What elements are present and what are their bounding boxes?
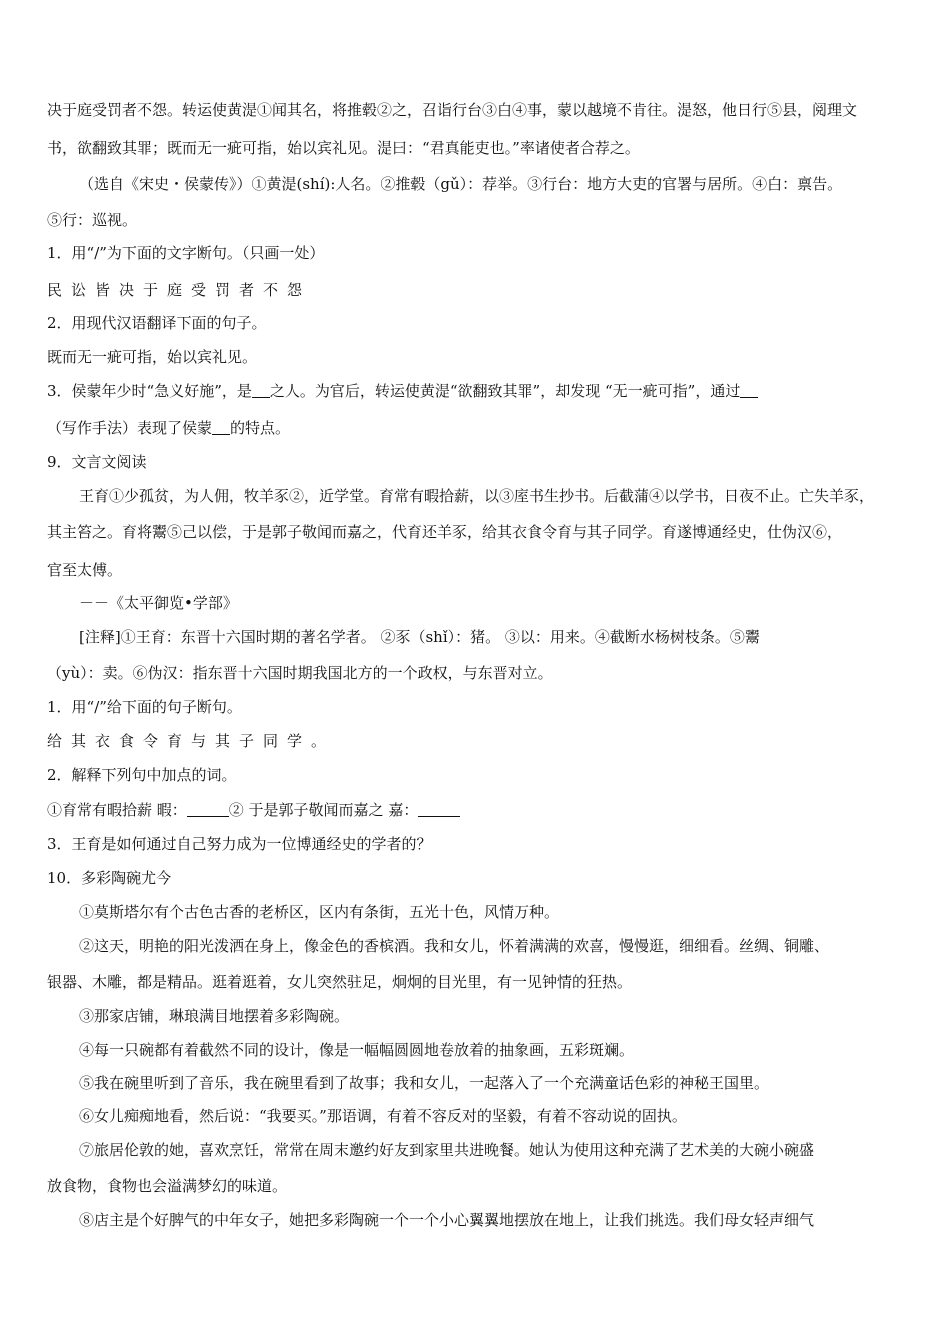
paragraph: ⑦旅居伦敦的她，喜欢烹饪，常常在周末邀约好友到家里共进晚餐。她认为使用这种充满了艺术美的大碗小碗盛	[79, 1141, 815, 1159]
paragraph: ①莫斯塔尔有个古色古香的老桥区，区内有条街，五光十色，风情万种。	[79, 903, 560, 921]
q2-item1: ①育常有暇拾薪 暇：	[47, 801, 187, 819]
q3-part4: 的特点。	[230, 419, 291, 437]
paragraph: 银器、木雕，都是精品。逛着逛着，女儿突然驻足，炯炯的目光里，有一见钟情的狂热。	[47, 973, 633, 991]
question-prompt: 2．用现代汉语翻译下面的句子。	[47, 314, 267, 332]
question-3-line1	[47, 381, 907, 401]
paragraph: ②这天，明艳的阳光泼洒在身上，像金色的香槟酒。我和女儿，怀着满满的欢喜，慢慢逛，细细看。丝绸、铜雕、	[79, 937, 830, 955]
answer-blank[interactable]	[740, 383, 758, 398]
question-prompt: 3．王育是如何通过自己努力成为一位博通经史的学者的？	[47, 835, 432, 853]
question-text: 民讼皆决于庭受罚者不怨	[47, 281, 312, 299]
passage-line: 其主笞之。育将鬻⑤己以偿，于是郭子敬闻而嘉之，代育还羊豕，给其衣食令育与其子同学。育遂博通经史，仕伪汉⑥，	[47, 523, 843, 541]
paragraph: ⑧店主是个好脾气的中年女子，她把多彩陶碗一个一个小心翼翼地摆放在地上，让我们挑选。我们母女轻声细气	[79, 1211, 815, 1229]
paragraph: ④每一只碗都有着截然不同的设计，像是一幅幅圆圆地卷放着的抽象画，五彩斑斓。	[79, 1041, 635, 1059]
passage-note: ⑤行：巡视。	[47, 211, 138, 229]
passage-line: 官至太傅。	[47, 561, 123, 579]
question-prompt: 1．用“/”给下面的句子断句。	[47, 698, 242, 716]
paragraph: ③那家店铺，琳琅满目地摆着多彩陶碗。	[79, 1007, 350, 1025]
answer-blank[interactable]	[252, 383, 270, 398]
passage-notes: （yù）：卖。⑥伪汉：指东晋十六国时期我国北方的一个政权，与东晋对立。	[47, 664, 553, 682]
paragraph: 放食物，食物也会溢满梦幻的味道。	[47, 1177, 288, 1195]
question-prompt: 1．用“/”为下面的文字断句。（只画一处）	[47, 244, 325, 262]
answer-blank[interactable]	[418, 802, 460, 817]
answer-blank[interactable]	[212, 420, 230, 435]
passage-line: 王育①少孤贫，为人佣，牧羊豕②，近学堂。育常有暇拾薪，以③庢书生抄书。后截蒲④以学书，日夜不止。亡失羊豕，	[79, 487, 875, 505]
question-3-line2	[47, 418, 907, 438]
passage-notes: [注释]①王育：东晋十六国时期的著名学者。 ②豕（shǐ）：猪。 ③以：用来。④截断水杨树枝条。⑤鬻	[79, 628, 760, 646]
question-text: 既而无一疵可指，始以宾礼见。	[47, 348, 258, 366]
paragraph: ⑥女儿痴痴地看，然后说：“我要买。”那语调，有着不容反对的坚毅，有着不容动说的固执。	[79, 1107, 687, 1125]
question-2-items	[47, 800, 907, 820]
q3-part1: 3．侯蒙年少时“急义好施”，是	[47, 382, 252, 400]
q3-part2: 之人。为官后，转运使黄湜“欲翻致其罪”，却发现 “无一疵可指”，通过	[269, 382, 741, 400]
answer-blank[interactable]	[187, 802, 229, 817]
question-prompt: 2．解释下列句中加点的词。	[47, 766, 237, 784]
passage-source: －－《太平御览•学部》	[79, 594, 238, 612]
q2-item2: ② 于是郭子敬闻而嘉之 嘉：	[228, 801, 419, 819]
section-title: 10．多彩陶碗尤今	[47, 869, 172, 887]
paragraph: ⑤我在碗里听到了音乐，我在碗里看到了故事；我和女儿，一起落入了一个充满童话色彩的神秘王国里。	[79, 1074, 770, 1092]
q3-part3: （写作手法）表现了侯蒙	[47, 419, 213, 437]
passage-line: 书，欲翻致其罪；既而无一疵可指，始以宾礼见。湜曰：“君真能吏也。”率诸使者合荐之。	[47, 139, 640, 157]
question-text: 给其衣食令育与其子同学。	[47, 732, 336, 750]
passage-note: （选自《宋史・侯蒙传》）①黄湜(shí):人名。②推毂（gǔ）：荐举。③行台：地方大吏的官署与居所。④白：禀告。	[79, 175, 843, 193]
section-title: 9．文言文阅读	[47, 453, 147, 471]
passage-line: 决于庭受罚者不怨。转运使黄湜①闻其名，将推毂②之，召诣行台③白④事，蒙以越境不肯往。湜怒，他日行⑤县，阅理文	[47, 101, 858, 119]
